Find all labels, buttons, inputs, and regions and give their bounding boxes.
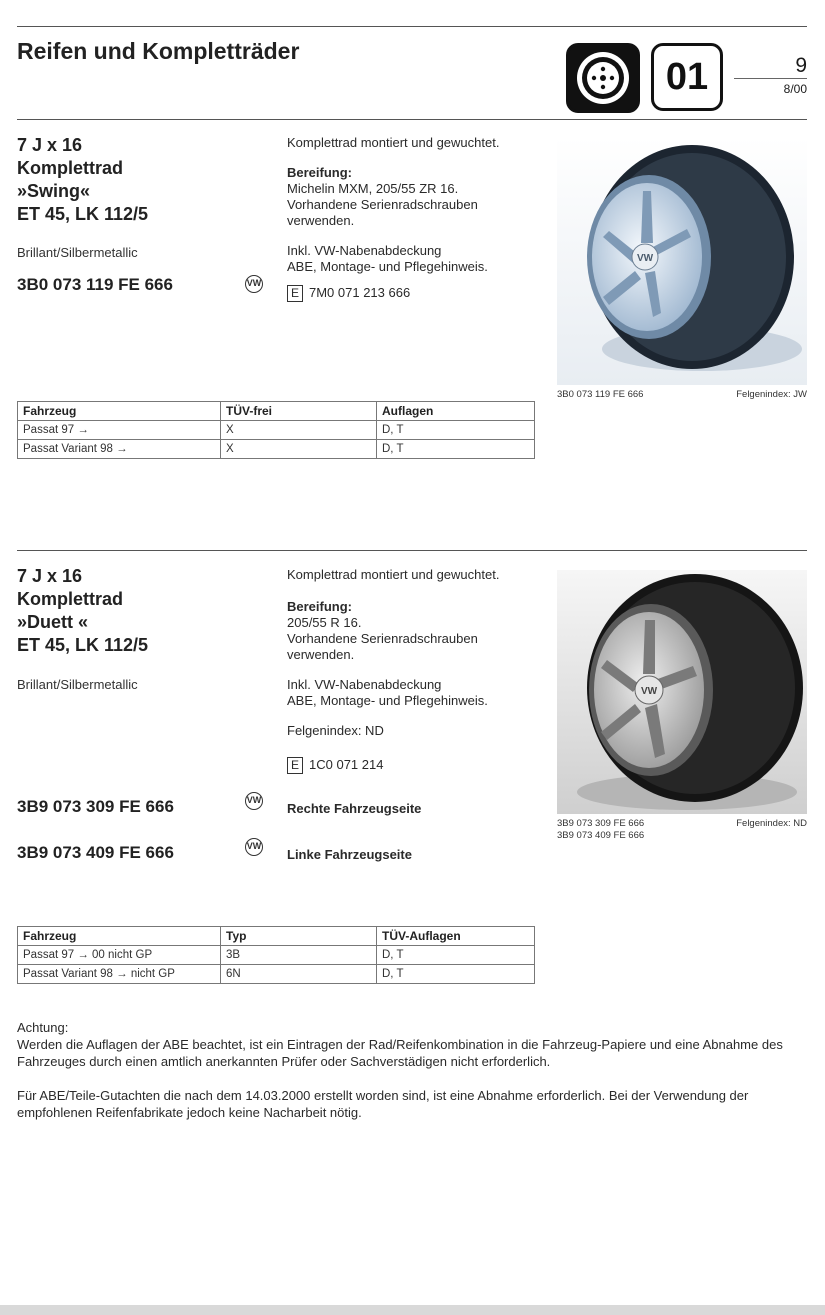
section-code-box — [651, 43, 723, 111]
column-header: Fahrzeug — [18, 927, 221, 946]
product2-desc-intro: Komplettrad montiert und gewuchtet. — [287, 567, 500, 582]
table-row — [18, 421, 535, 440]
product2-photo-caption — [557, 818, 644, 842]
table-cell: D, T — [377, 965, 535, 984]
product2-part-number-right: 3B9 073 309 FE 666 — [17, 797, 174, 816]
e-box-icon: E — [287, 757, 303, 774]
page-title: Reifen und Kompletträder — [17, 38, 300, 64]
product2-tyres-line: verwenden. — [287, 647, 355, 662]
table-cell: X — [221, 421, 377, 440]
top-rule — [17, 26, 807, 27]
page-number-divider — [734, 78, 807, 79]
product1-incl-line: ABE, Montage- und Pflegehinweis. — [287, 259, 488, 274]
column-header: TÜV-Auflagen — [377, 927, 535, 946]
product1-heading — [17, 134, 148, 226]
product2-incl-line: Inkl. VW-Nabenabdeckung — [287, 677, 442, 692]
svg-text:VW: VW — [636, 253, 654, 264]
product2-photo-caption-line: 3B9 073 409 FE 666 — [557, 830, 645, 841]
achtung-label: Achtung: — [17, 1020, 69, 1035]
product1-tyres-line: Michelin MXM, 205/55 ZR 16. — [287, 181, 459, 196]
product1-photo-felgenindex: Felgenindex: JW — [736, 389, 807, 400]
product2-tyres-line: 205/55 R 16. — [287, 615, 362, 630]
product1-tyres-line: verwenden. — [287, 213, 355, 228]
product1-description — [287, 135, 499, 302]
column-header: Auflagen — [377, 402, 535, 421]
table-cell: Passat 97 → 00 nicht GP — [18, 946, 221, 965]
notes-section — [17, 1019, 807, 1121]
e-box-icon: E — [287, 285, 303, 302]
product2-description — [287, 567, 499, 774]
product1-tyres-line: Vorhandene Serienradschrauben — [287, 197, 478, 212]
table-row — [18, 440, 535, 459]
svg-text:VW: VW — [640, 686, 658, 697]
product2-heading — [17, 565, 148, 657]
product1-desc-intro: Komplettrad montiert und gewuchtet. — [287, 135, 500, 150]
table-cell: Passat Variant 98 → nicht GP — [18, 965, 221, 984]
wheel-icon — [569, 46, 637, 110]
product2-e-number-row — [287, 757, 499, 774]
gutachten-text: Für ABE/Teile-Gutachten die nach dem 14.03.2000 erstellt worden sind, ist eine Abnahme erforderlich. Bei der Verwendung der empfohlenen Reifenfabrikate jedoch keine Nacharbeit nötig. — [17, 1088, 749, 1120]
product2-e-number: 1C0 071 214 — [309, 757, 384, 772]
product1-e-number-row — [287, 285, 499, 302]
product2-heading-line: »Duett « — [17, 612, 89, 632]
table-cell: D, T — [377, 440, 535, 459]
product2-tyres-line: Vorhandene Serienradschrauben — [287, 631, 478, 646]
header-bottom-rule — [17, 119, 807, 120]
vw-logo-icon: VW — [245, 792, 263, 810]
product2-color: Brillant/Silbermetallic — [17, 677, 138, 692]
column-header: TÜV-frei — [221, 402, 377, 421]
product2-left-side-label: Linke Fahrzeugseite — [287, 847, 412, 862]
achtung-text: Werden die Auflagen der ABE beachtet, ist ein Eintragen der Rad/Reifenkombination in die Fahrzeug-Papiere und eine Abnahme des Fahrzeuges durch einen amtlich anerkannten Prüfer oder Sachverstädigen nicht erforderlich. — [17, 1037, 783, 1069]
product2-tyres-label: Bereifung: — [287, 599, 352, 614]
product1-heading-line: 7 J x 16 — [17, 135, 83, 155]
product1-wheel-photo — [557, 137, 807, 385]
product1-e-number: 7M0 071 213 666 — [309, 285, 411, 300]
product2-felgenindex: Felgenindex: ND — [287, 723, 384, 738]
product2-wheel-photo — [557, 570, 807, 814]
table-cell: Passat 97 → — [18, 421, 221, 440]
section-code: 01 — [665, 56, 709, 98]
product1-color: Brillant/Silbermetallic — [17, 245, 138, 260]
product1-heading-line: Komplettrad — [17, 158, 124, 178]
wheel-section-icon — [566, 43, 640, 113]
product1-vehicle-table — [17, 401, 535, 459]
product2-heading-line: Komplettrad — [17, 589, 124, 609]
section-divider — [17, 550, 807, 551]
vw-logo-icon: VW — [245, 275, 263, 293]
vw-logo-icon: VW — [245, 838, 263, 856]
product2-vehicle-table — [17, 926, 535, 984]
page-number: 9 — [795, 54, 807, 77]
product2-heading-line: 7 J x 16 — [17, 566, 83, 586]
product1-incl-line: Inkl. VW-Nabenabdeckung — [287, 243, 442, 258]
table-cell: 3B — [221, 946, 377, 965]
table-cell: D, T — [377, 421, 535, 440]
table-row — [18, 946, 535, 965]
product1-heading-line: ET 45, LK 112/5 — [17, 204, 149, 224]
table-cell: Passat Variant 98 → — [18, 440, 221, 459]
product2-photo-caption-line: 3B9 073 309 FE 666 — [557, 818, 645, 829]
product2-part-number-left: 3B9 073 409 FE 666 — [17, 843, 174, 862]
product2-heading-line: ET 45, LK 112/5 — [17, 635, 149, 655]
product1-tyres-label: Bereifung: — [287, 165, 352, 180]
table-header-row — [18, 402, 535, 421]
table-header-row — [18, 927, 535, 946]
product1-part-number: 3B0 073 119 FE 666 — [17, 275, 173, 294]
product1-heading-line: »Swing« — [17, 181, 91, 201]
product1-photo-caption: 3B0 073 119 FE 666 — [557, 389, 644, 400]
table-cell: 6N — [221, 965, 377, 984]
product2-photo-felgenindex: Felgenindex: ND — [736, 818, 807, 829]
bottom-edge — [0, 1305, 825, 1315]
table-cell: D, T — [377, 946, 535, 965]
table-cell: X — [221, 440, 377, 459]
product2-incl-line: ABE, Montage- und Pflegehinweis. — [287, 693, 488, 708]
page-date: 8/00 — [783, 82, 807, 96]
table-row — [18, 965, 535, 984]
column-header: Fahrzeug — [18, 402, 221, 421]
column-header: Typ — [221, 927, 377, 946]
product2-right-side-label: Rechte Fahrzeugseite — [287, 801, 422, 816]
